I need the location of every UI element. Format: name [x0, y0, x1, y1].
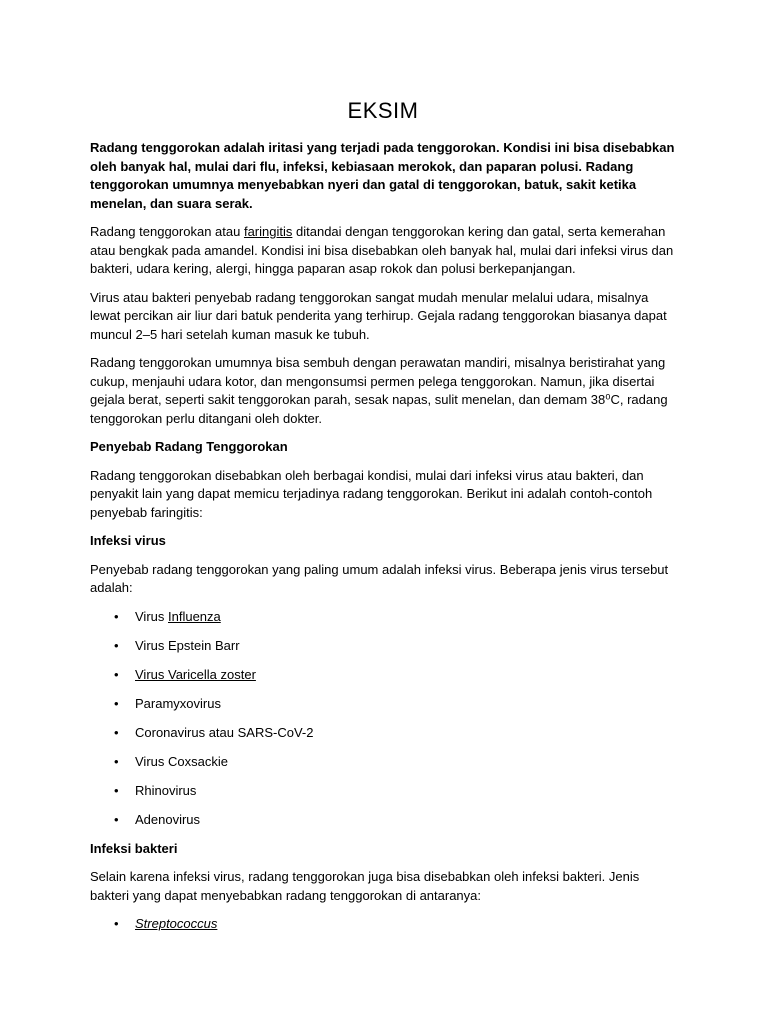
list-item — [90, 782, 676, 801]
faringitis-link[interactable]: faringitis — [243, 224, 293, 239]
list-item — [90, 811, 676, 830]
list-item-text: Adenovirus — [135, 811, 201, 827]
document-title: EKSIM — [347, 98, 419, 123]
bullet-icon: • — [114, 782, 119, 798]
paragraph-faringitis — [90, 223, 676, 279]
section-heading-bacteria: Infeksi bakteri — [90, 840, 178, 856]
list-item — [90, 608, 676, 627]
list-item — [90, 695, 676, 714]
list-item — [90, 915, 676, 934]
section-heading-virus: Infeksi virus — [90, 533, 166, 548]
paragraph-virus: Penyebab radang tenggorokan yang paling umum adalah infeksi virus. Beberapa jenis virus tersebut adalah: — [90, 561, 669, 595]
bullet-icon: • — [114, 637, 119, 653]
list-item-text: Virus Epstein Barr — [135, 637, 240, 653]
bullet-icon: • — [114, 666, 119, 682]
bullet-icon: • — [114, 724, 119, 740]
list-item-text: Virus Coxsackie — [135, 753, 228, 769]
list-item-text: Coronavirus atau SARS-CoV-2 — [135, 724, 314, 740]
bacteria-list — [90, 915, 676, 934]
bullet-icon: • — [114, 811, 119, 827]
paragraph-bacteria: Selain karena infeksi virus, radang tenggorokan juga bisa disebabkan oleh infeksi bakteri. Jenis bakteri yang dapat menyebabkan radang tenggorokan di antaranya: — [90, 869, 640, 903]
section-heading-causes: Penyebab Radang Tenggorokan — [90, 439, 288, 454]
paragraph-treatment: Radang tenggorokan umumnya bisa sembuh dengan perawatan mandiri, misalnya beristirahat yang cukup, menjauhi udara kotor, dan mengonsumsi permen pelega tenggorokan. Namun, jika disertai gejala berat, seperti sakit tenggorokan parah, sesak napas, sulit menelan, dan demam 38⁰C, radang tenggorokan perlu ditangani oleh dokter. — [90, 355, 668, 426]
paragraph-text: Radang tenggorokan atau — [90, 224, 244, 239]
streptococcus-link[interactable]: Streptococcus — [135, 916, 218, 931]
bullet-icon: • — [114, 695, 119, 711]
list-item — [90, 753, 676, 772]
list-item-text: Rhinovirus — [135, 782, 197, 798]
paragraph-transmission: Virus atau bakteri penyebab radang tenggorokan sangat mudah menular melalui udara, misalnya lewat percikan air liur dari batuk penderita yang terhirup. Gejala radang tenggorokan biasanya dapat muncul 2–5 hari setelah kuman masuk ke tubuh. — [90, 289, 667, 342]
list-item — [90, 637, 676, 656]
list-item-text: Virus — [135, 608, 168, 624]
list-item — [90, 666, 676, 685]
paragraph-text: ditandai dengan tenggorokan kering dan gatal, serta kemerahan atau bengkak pada amandel. Kondisi ini bisa disebabkan oleh banyak hal, mulai dari infeksi virus dan bakteri, udara kering, alergi, hingga paparan asap rokok dan polusi berkepanjangan. — [90, 224, 674, 276]
bullet-icon: • — [114, 916, 119, 931]
list-item — [90, 724, 676, 743]
list-item-text: Paramyxovirus — [135, 695, 221, 711]
influenza-link[interactable]: Influenza — [168, 608, 221, 624]
lead-paragraph: Radang tenggorokan adalah iritasi yang terjadi pada tenggorokan. Kondisi ini bisa disebabkan oleh banyak hal, mulai dari flu, infeksi, kebiasaan merokok, dan paparan polusi. Radang tenggorokan umumnya menyebabkan nyeri dan gatal di tenggorokan, batuk, sakit ketika menelan, dan suara serak. — [90, 140, 675, 211]
virus-list — [90, 608, 676, 830]
paragraph-causes: Radang tenggorokan disebabkan oleh berbagai kondisi, mulai dari infeksi virus atau bakteri, dan penyakit lain yang dapat memicu terjadinya radang tenggorokan. Berikut ini adalah contoh-contoh penyebab faringitis: — [90, 467, 653, 520]
bullet-icon: • — [114, 608, 119, 624]
varicella-zoster-link[interactable]: Virus Varicella zoster — [135, 666, 256, 682]
bullet-icon: • — [114, 753, 119, 769]
